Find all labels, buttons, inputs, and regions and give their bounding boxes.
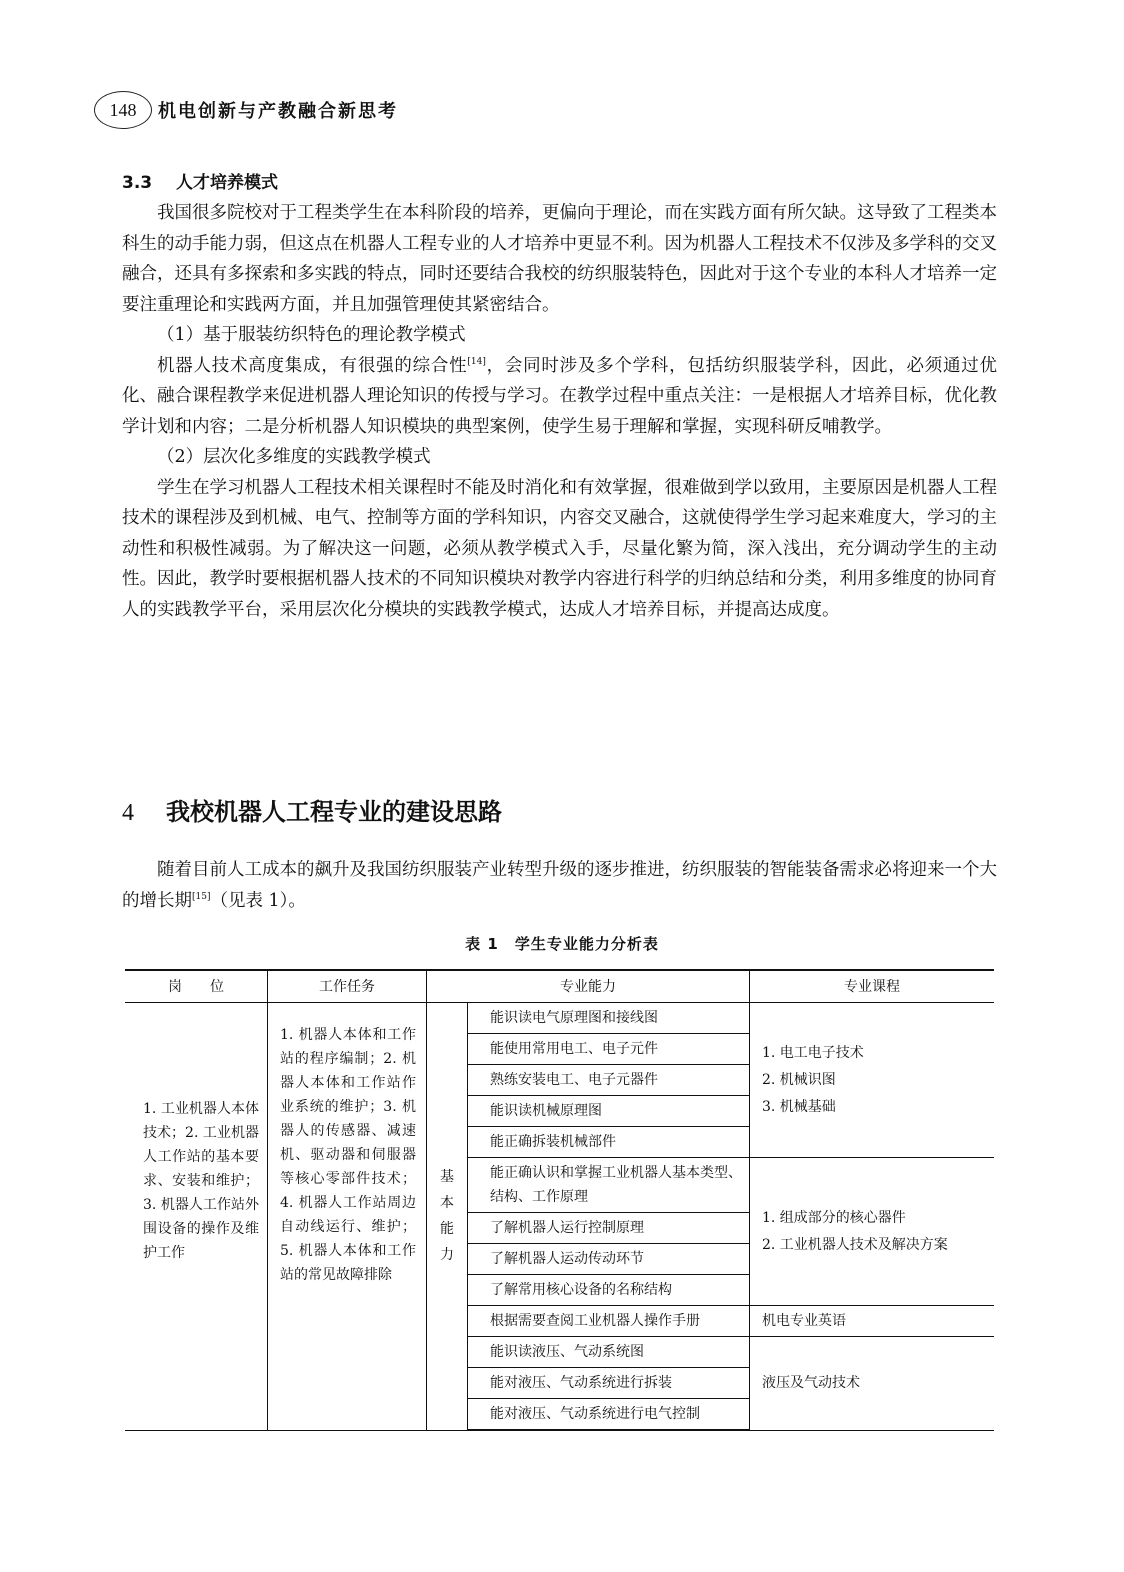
section-4-heading: [122, 792, 502, 827]
column-header: 专业能力: [427, 970, 750, 1003]
course-cell: 机电专业英语: [750, 1306, 995, 1337]
ability-cell: 能识读机械原理图: [468, 1096, 750, 1127]
ability-cell: 了解机器人运动传动环节: [468, 1244, 750, 1275]
subheading: （2）层次化多维度的实践教学模式: [157, 447, 431, 467]
ability-cell: 能识读电气原理图和接线图: [468, 1003, 750, 1034]
ability-cell: 根据需要查阅工业机器人操作手册: [468, 1306, 750, 1337]
ability-analysis-table: [125, 969, 994, 1431]
table-caption: 表 1 学生专业能力分析表: [465, 935, 659, 953]
tasks-cell: 1. 机器人本体和工作站的程序编制；2. 机器人本体和工作站作业系统的维护；3. 机器人的传感器、减速机、驱动器和伺服器等核心零部件技术；4. 机器人工作站周边自动线运行、维护；5. 机器人本体和工作站的常见故障排除: [268, 1003, 427, 1431]
paragraph: 随着目前人工成本的飙升及我国纺织服装产业转型升级的逐步推进，纺织服装的智能装备需求必将迎来一个大的增长期[15]（见表 1）。: [122, 860, 997, 911]
section-number: 3.3: [122, 173, 153, 193]
section-3-3-body: [122, 198, 997, 625]
section-title: 我校机器人工程专业的建设思路: [166, 797, 502, 826]
ability-cell: 能正确认识和掌握工业机器人基本类型、结构、工作原理: [468, 1158, 750, 1213]
ability-cell: 能正确拆装机械部件: [468, 1127, 750, 1158]
subheading: （1）基于服装纺织特色的理论教学模式: [157, 325, 466, 345]
section-3-3-heading: [122, 168, 278, 193]
column-header: 专业课程: [750, 970, 995, 1003]
table-header-row: [125, 970, 994, 1003]
citation: [15]: [192, 891, 211, 902]
section-number: 4: [122, 800, 134, 826]
ability-cell: 熟练安装电工、电子元器件: [468, 1065, 750, 1096]
page-number: 148: [94, 91, 152, 129]
column-header: 工作任务: [268, 970, 427, 1003]
section-title: 人才培养模式: [176, 173, 278, 193]
paragraph: 机器人技术高度集成，有很强的综合性[14]，会同时涉及多个学科，包括纺织服装学科，因此，必须通过优化、融合课程教学来促进机器人理论知识的传授与学习。在教学过程中重点关注：一是根据人才培养目标，优化教学计划和内容；二是分析机器人知识模块的典型案例，使学生易于理解和掌握，实现科研反哺教学。: [122, 355, 998, 437]
table-row: [125, 1003, 994, 1034]
running-header: [94, 88, 398, 132]
post-cell: 1. 工业机器人本体技术；2. 工业机器人工作站的基本要求、安装和维护；3. 机器人工作站外围设备的操作及维护工作: [125, 1003, 268, 1431]
ability-cell: 了解常用核心设备的名称结构: [468, 1275, 750, 1306]
paragraph: 我国很多院校对于工程类学生在本科阶段的培养，更偏向于理论，而在实践方面有所欠缺。这导致了工程类本科生的动手能力弱，但这点在机器人工程专业的人才培养中更显不利。因为机器人工程技术不仅涉及多学科的交叉融合，还具有多探索和多实践的特点，同时还要结合我校的纺织服装特色，因此对于这个专业的本科人才培养一定要注重理论和实践两方面，并且加强管理使其紧密结合。: [122, 203, 997, 315]
paragraph: 学生在学习机器人工程技术相关课程时不能及时消化和有效掌握，很难做到学以致用，主要原因是机器人工程技术的课程涉及到机械、电气、控制等方面的学科知识，内容交叉融合，这就使得学生学习起来难度大，学习的主动性和积极性减弱。为了解决这一问题，必须从教学模式入手，尽量化繁为简，深入浅出，充分调动学生的主动性。因此，教学时要根据机器人技术的不同知识模块对教学内容进行科学的归纳总结和分类，利用多维度的协同育人的实践教学平台，采用层次化分模块的实践教学模式，达成人才培养目标，并提高达成度。: [122, 477, 997, 620]
ability-cell: 能识读液压、气动系统图: [468, 1337, 750, 1368]
ability-cell: 能对液压、气动系统进行拆装: [468, 1368, 750, 1399]
book-title: 机电创新与产教融合新思考: [158, 101, 398, 122]
ability-cell: 能对液压、气动系统进行电气控制: [468, 1399, 750, 1431]
ability-cell: 能使用常用电工、电子元件: [468, 1034, 750, 1065]
course-cell: 1. 电工电子技术 2. 机械识图 3. 机械基础: [750, 1003, 995, 1158]
ability-group-cell: 基本能力: [427, 1003, 468, 1431]
column-header: 岗 位: [125, 970, 268, 1003]
ability-cell: 了解机器人运行控制原理: [468, 1213, 750, 1244]
course-cell: 液压及气动技术: [750, 1337, 995, 1431]
course-cell: 1. 组成部分的核心器件 2. 工业机器人技术及解决方案: [750, 1158, 995, 1306]
citation: [14]: [467, 356, 486, 367]
section-4-body: [122, 855, 997, 916]
